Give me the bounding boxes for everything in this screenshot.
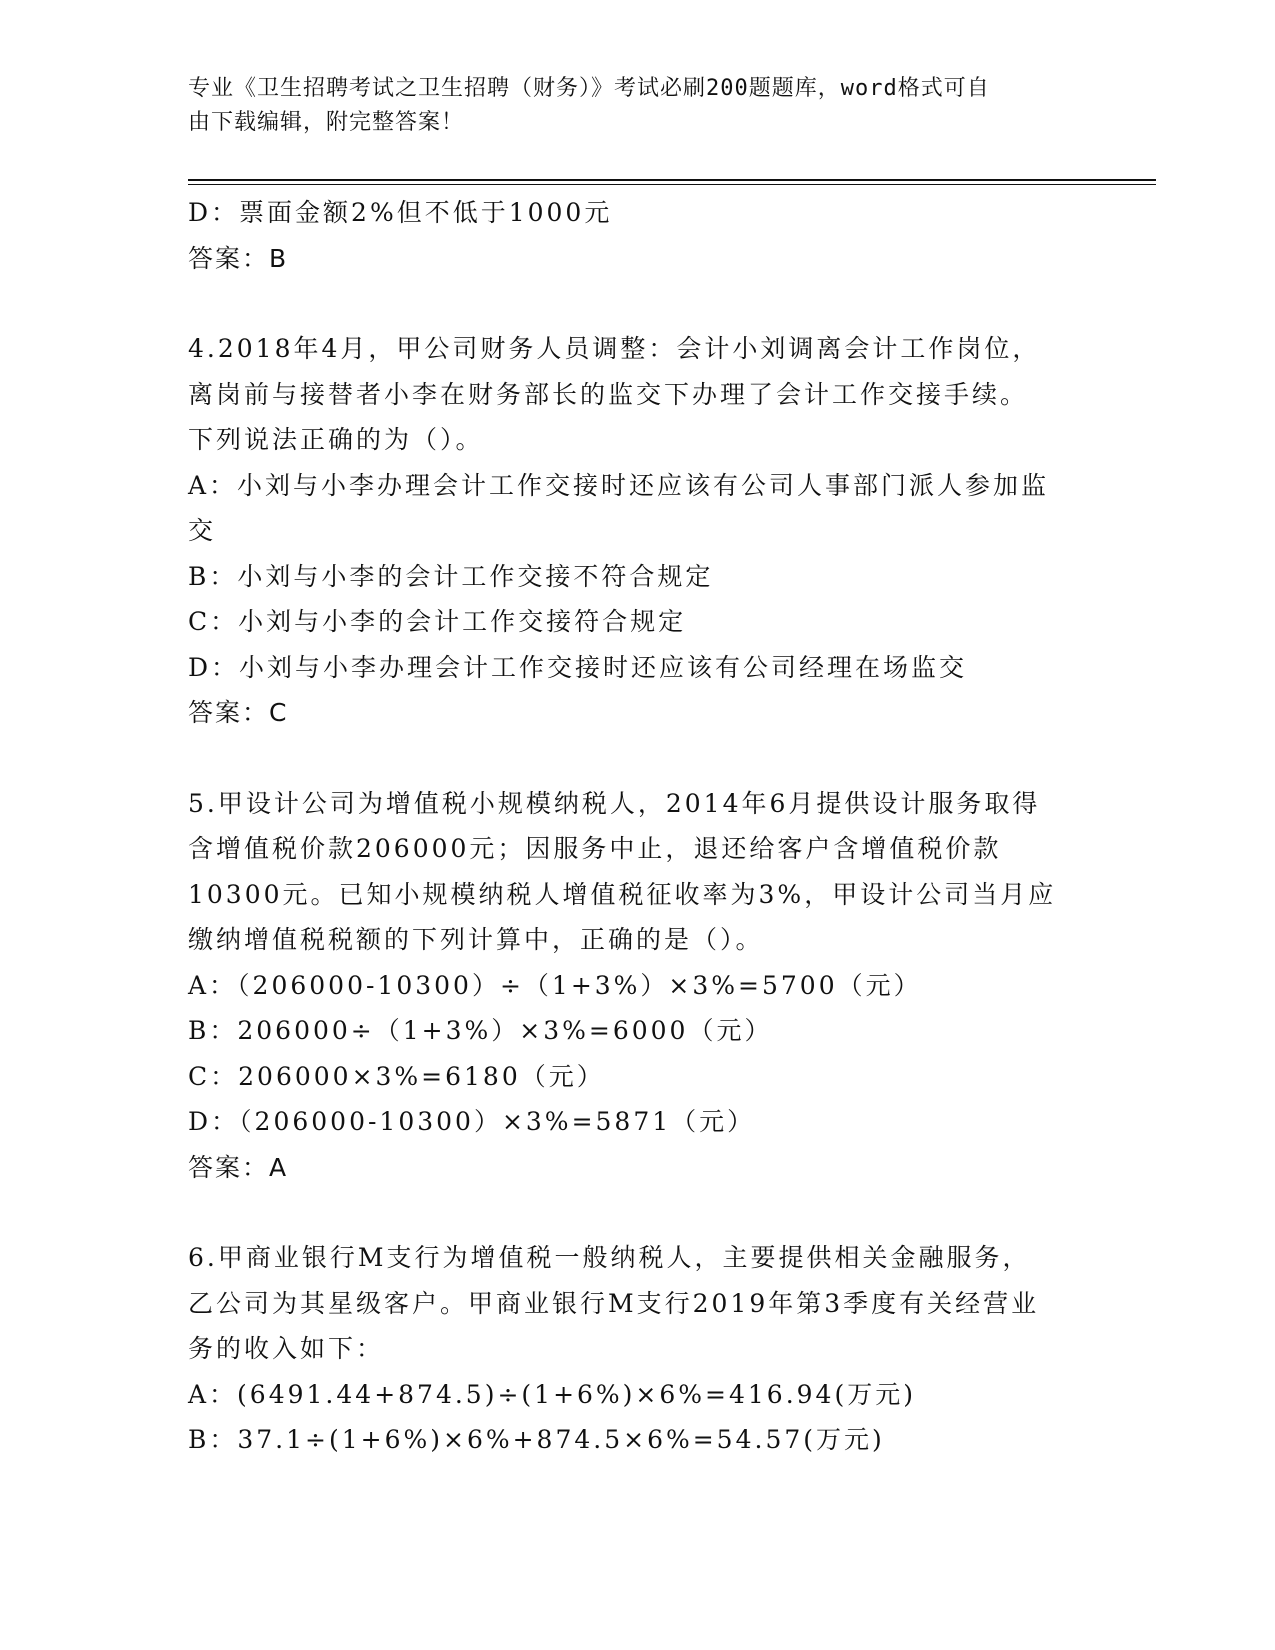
q5-option-d: D：（206000-10300）×3%=5871（元） (188, 1107, 756, 1136)
spacer (188, 736, 1088, 781)
q6-stem-line: 6.甲商业银行M支行为增值税一般纳税人，主要提供相关金融服务， (188, 1243, 1031, 1272)
question-6 (188, 1235, 1088, 1463)
q3-option-d: D：票面金额2%但不低于1000元 (188, 198, 613, 227)
q5-option-a: A：（206000-10300）÷（1+3%）×3%=5700（元） (188, 970, 922, 1000)
q3-answer: 答案：B (188, 243, 289, 273)
question-content (188, 190, 1088, 1463)
q5-option-b: B：206000÷（1+3%）×3%=6000（元） (188, 1016, 773, 1045)
q5-answer: 答案：A (188, 1152, 289, 1182)
header-line-2: 由下载编辑，附完整答案！ (188, 110, 465, 135)
question-5 (188, 781, 1088, 1191)
q5-stem-line: 含增值税价款206000元；因服务中止，退还给客户含增值税价款 (188, 834, 1002, 863)
q6-option-a: A：(6491.44+874.5)÷(1+6%)×6%=416.94(万元) (188, 1379, 916, 1409)
header-divider-thick (188, 179, 1156, 181)
q4-option-a: A：小刘与小李办理会计工作交接时还应该有公司人事部门派人参加监 (188, 470, 1050, 500)
q4-option-a-continued: 交 (188, 516, 217, 545)
q4-answer: 答案：C (188, 698, 289, 727)
header-line-1: 专业《卫生招聘考试之卫生招聘（财务）》考试必刷200题题库，word格式可自 (188, 76, 990, 101)
q4-stem-line: 下列说法正确的为（）。 (188, 425, 484, 454)
q4-option-d: D：小刘与小李办理会计工作交接时还应该有公司经理在场监交 (188, 652, 968, 682)
q5-stem-line: 5.甲设计公司为增值税小规模纳税人，2014年6月提供设计服务取得 (188, 788, 1041, 818)
question-3-tail (188, 190, 1088, 281)
question-4 (188, 326, 1088, 736)
q4-stem-line: 4.2018年4月，甲公司财务人员调整：会计小刘调离会计工作岗位， (188, 334, 1041, 363)
q6-option-b: B：37.1÷(1+6%)×6%+874.5×6%=54.57(万元) (188, 1425, 885, 1454)
q6-stem-line: 乙公司为其星级客户。甲商业银行M支行2019年第3季度有关经营业 (188, 1288, 1040, 1318)
q4-option-b: B：小刘与小李的会计工作交接不符合规定 (188, 561, 714, 591)
spacer (188, 1190, 1088, 1235)
spacer (188, 281, 1088, 326)
q5-option-c: C：206000×3%=6180（元） (188, 1061, 605, 1091)
q5-stem-line: 10300元。已知小规模纳税人增值税征收率为3%，甲设计公司当月应 (188, 879, 1057, 909)
q5-stem-line: 缴纳增值税税额的下列计算中，正确的是（）。 (188, 925, 764, 954)
header-divider-thin (188, 184, 1156, 185)
q6-stem-line: 务的收入如下： (188, 1334, 385, 1363)
q4-stem-line: 离岗前与接替者小李在财务部长的监交下办理了会计工作交接手续。 (188, 379, 1029, 409)
document-header (188, 72, 1068, 140)
q4-option-c: C：小刘与小李的会计工作交接符合规定 (188, 607, 687, 636)
